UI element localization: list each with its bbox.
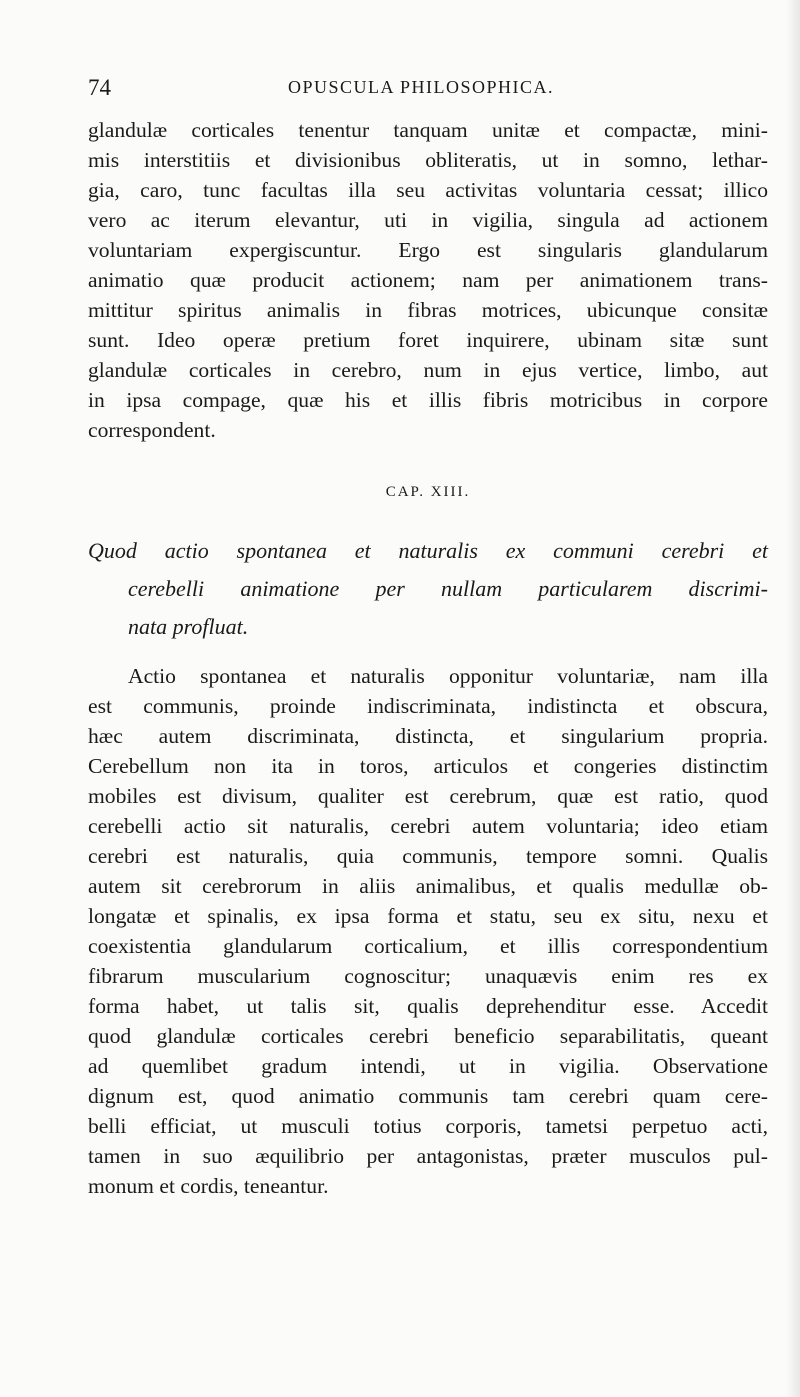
text-line: correspondent. <box>88 418 216 442</box>
chapter-title-line: cerebelli animatione per nullam particularem discrimi- <box>128 576 768 601</box>
text-line: vero ac iterum elevantur, uti in vigilia, singula ad actionem <box>88 208 768 232</box>
text-line: animatio quæ producit actionem; nam per animationem trans- <box>88 268 768 292</box>
text-line: mobiles est divisum, qualiter est cerebrum, quæ est ratio, quod <box>88 784 768 808</box>
text-line: gia, caro, tunc facultas illa seu activitas voluntaria cessat; illico <box>88 178 768 202</box>
text-line: glandulæ corticales in cerebro, num in ejus vertice, limbo, aut <box>88 358 768 382</box>
text-line: forma habet, ut talis sit, qualis deprehenditur esse. Accedit <box>88 994 768 1018</box>
text-line: cerebri est naturalis, quia communis, tempore somni. Qualis <box>88 844 768 868</box>
text-line: dignum est, quod animatio communis tam cerebri quam cere- <box>88 1084 768 1108</box>
text-line: belli efficiat, ut musculi totius corporis, tametsi perpetuo acti, <box>88 1114 768 1138</box>
page-edge-shadow <box>786 0 800 1397</box>
text-line: hæc autem discriminata, distincta, et singularium propria. <box>88 724 768 748</box>
running-title: OPUSCULA PHILOSOPHICA. <box>288 77 555 97</box>
paragraph-body <box>88 661 768 1201</box>
text-line: Actio spontanea et naturalis opponitur voluntariæ, nam illa <box>128 664 768 688</box>
text-line: mis interstitiis et divisionibus obliteratis, ut in somno, lethar- <box>88 148 768 172</box>
text-line: autem sit cerebrorum in aliis animalibus, et qualis medullæ ob- <box>88 874 768 898</box>
chapter-heading: CAP. XIII. <box>385 484 471 500</box>
text-line: glandulæ corticales tenentur tanquam unitæ et compactæ, mini- <box>88 118 768 142</box>
text-line: Cerebellum non ita in toros, articulos et congeries distinctim <box>88 754 768 778</box>
text-line: tamen in suo æquilibrio per antagonistas, præter musculos pul- <box>88 1144 768 1168</box>
paragraph-continuation <box>88 115 768 445</box>
chapter-title-line: Quod actio spontanea et naturalis ex communi cerebri et <box>88 538 768 563</box>
text-line: est communis, proinde indiscriminata, indistincta et obscura, <box>88 694 768 718</box>
text-line: in ipsa compage, quæ his et illis fibris motricibus in corpore <box>88 388 768 412</box>
page-number: 74 <box>88 75 111 100</box>
text-line: coexistentia glandularum corticalium, et illis correspondentium <box>88 934 768 958</box>
chapter-title <box>88 532 768 646</box>
text-line: fibrarum muscularium cognoscitur; unaquævis enim res ex <box>88 964 768 988</box>
text-line: mittitur spiritus animalis in fibras motrices, ubicunque consitæ <box>88 298 768 322</box>
text-line: quod glandulæ corticales cerebri beneficio separabilitatis, queant <box>88 1024 768 1048</box>
text-line: cerebelli actio sit naturalis, cerebri autem voluntaria; ideo etiam <box>88 814 768 838</box>
text-line: longatæ et spinalis, ex ipsa forma et statu, seu ex situ, nexu et <box>88 904 768 928</box>
text-line: voluntariam expergiscuntur. Ergo est singularis glandularum <box>88 238 768 262</box>
text-line: sunt. Ideo operæ pretium foret inquirere, ubinam sitæ sunt <box>88 328 768 352</box>
text-line: ad quemlibet gradum intendi, ut in vigilia. Observatione <box>88 1054 768 1078</box>
chapter-title-line: nata profluat. <box>128 614 249 639</box>
running-head <box>88 75 768 105</box>
text-line: monum et cordis, teneantur. <box>88 1174 329 1198</box>
